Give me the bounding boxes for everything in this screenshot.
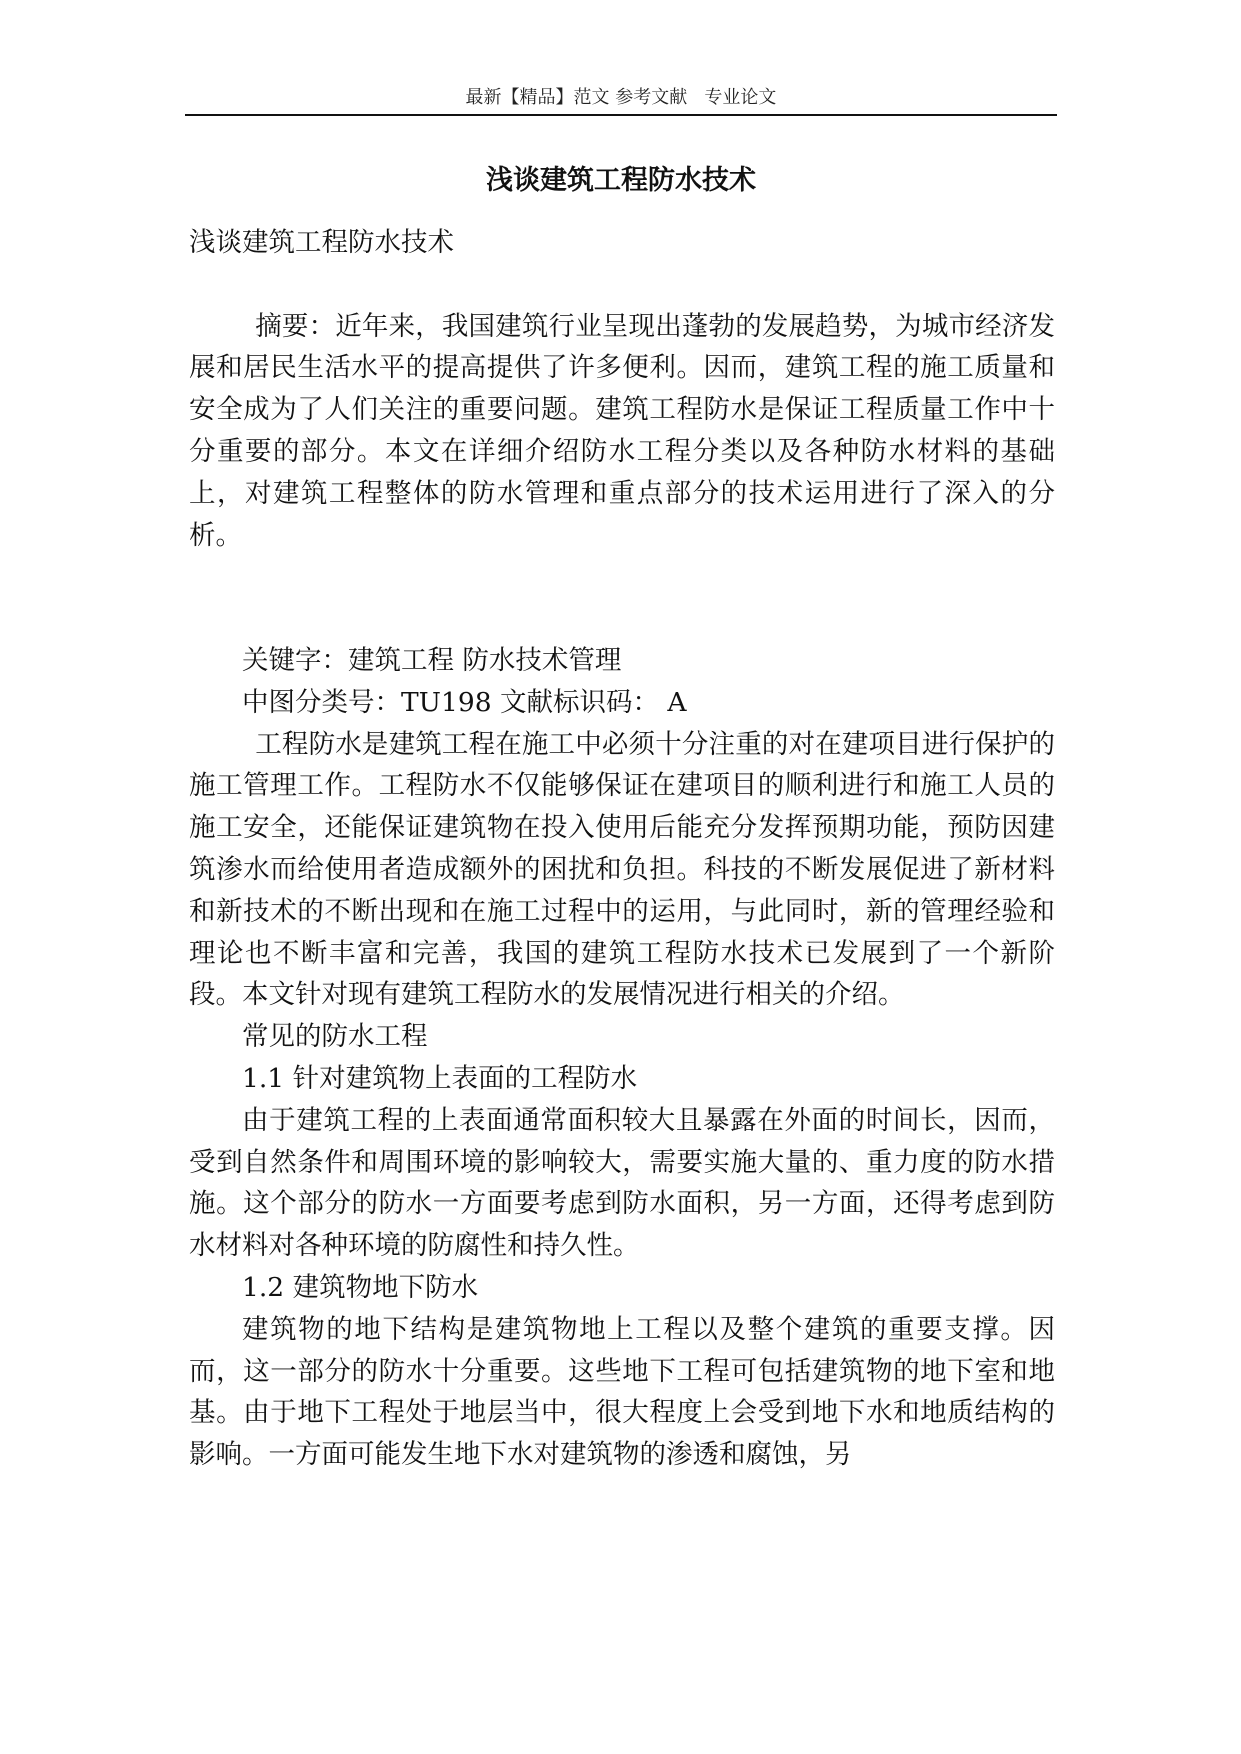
intro-paragraph: 工程防水是建筑工程在施工中必须十分注重的对在建项目进行保护的施工管理工作。工程防水不仅能够保证在建项目的顺利进行和施工人员的施工安全，还能保证建筑物在投入使用后能充分发挥预期功能，预防因建筑渗水而给使用者造成额外的困扰和负担。科技的不断发展促进了新材料和新技术的不断出现和在施工过程中的运用，与此同时，新的管理经验和理论也不断丰富和完善，我国的建筑工程防水技术已发展到了一个新阶段。本文针对现有建筑工程防水的发展情况进行相关的介绍。 [189, 728, 1055, 1011]
blank-line [189, 598, 1055, 640]
abstract-paragraph: 摘要：近年来，我国建筑行业呈现出蓬勃的发展趋势，为城市经济发展和居民生活水平的提高提供了许多便利。因而，建筑工程的施工质量和安全成为了人们关注的重要问题。建筑工程防水是保证工程质量工作中十分重要的部分。本文在详细介绍防水工程分类以及各种防水材料的基础上，对建筑工程整体的防水管理和重点部分的技术运用进行了深入的分析。 [189, 310, 1055, 551]
keywords-line: 关键字：建筑工程 防水技术管理 [242, 644, 622, 676]
blank-line [189, 264, 1055, 306]
document-title: 浅谈建筑工程防水技术 [486, 165, 756, 196]
subsection-heading-1-2: 1.2 建筑物地下防水 [242, 1271, 479, 1303]
running-header: 最新【精品】范文 参考文献 专业论文 [465, 87, 777, 108]
header-divider [185, 114, 1057, 116]
section-heading: 常见的防水工程 [242, 1021, 428, 1053]
classification-line: 中图分类号：TU198 文献标识码： A [242, 686, 687, 718]
blank-line [189, 556, 1055, 598]
subsection-heading-1-1: 1.1 针对建筑物上表面的工程防水 [242, 1062, 638, 1094]
subsection-paragraph-1-1: 由于建筑工程的上表面通常面积较大且暴露在外面的时间长，因而，受到自然条件和周围环境的影响较大，需要实施大量的、重力度的防水措施。这个部分的防水一方面要考虑到防水面积，另一方面，还得考虑到防水材料对各种环境的防腐性和持久性。 [189, 1104, 1055, 1262]
subtitle-line: 浅谈建筑工程防水技术 [189, 227, 454, 258]
subsection-paragraph-1-2: 建筑物的地下结构是建筑物地上工程以及整个建筑的重要支撑。因而，这一部分的防水十分重要。这些地下工程可包括建筑物的地下室和地基。由于地下工程处于地层当中，很大程度上会受到地下水和地质结构的影响。一方面可能发生地下水对建筑物的渗透和腐蚀，另 [189, 1313, 1055, 1471]
document-body [189, 222, 1055, 1476]
